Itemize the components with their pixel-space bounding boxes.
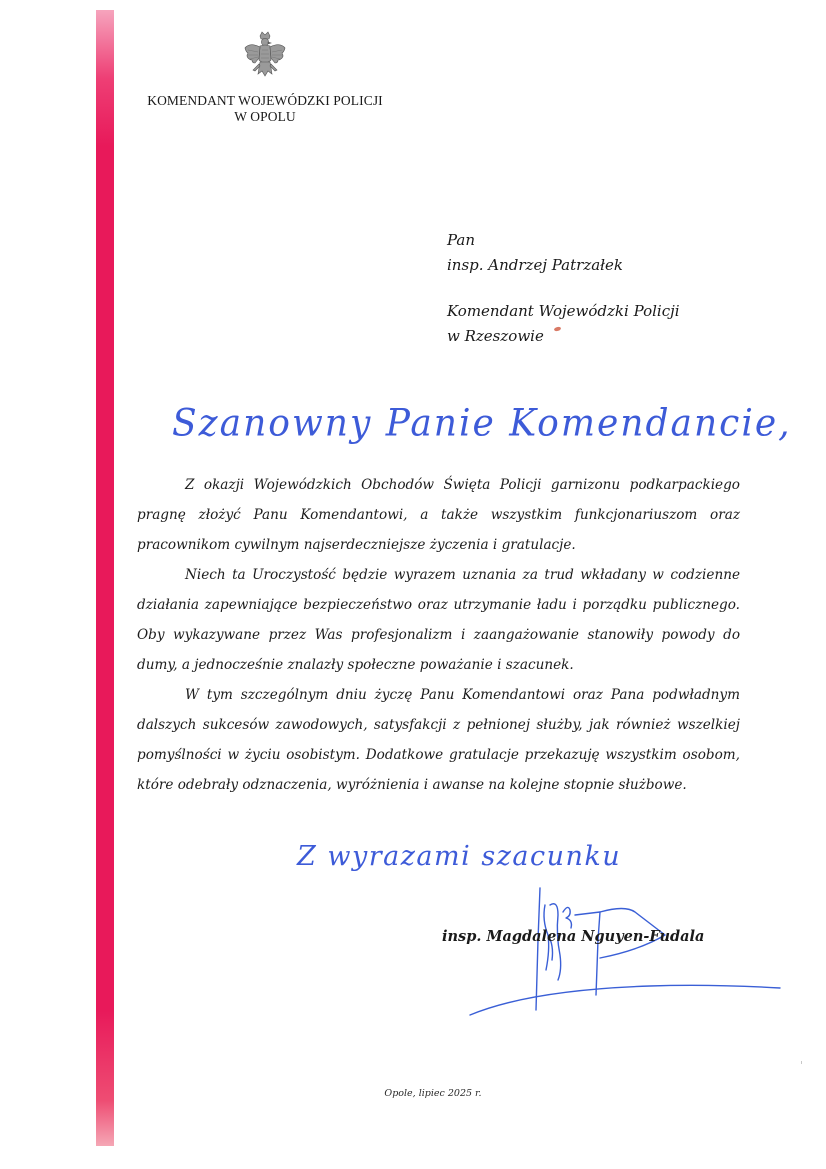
body-paragraph: Niech ta Uroczystość będzie wyrazem uznania za trud wkładany w codzienne działania zapewniające bezpieczeństwo oraz utrzymanie ładu i porządku publicznego. Oby wykazywane przez Was profesjonalizm i zaangażowanie stanowiły powody do dumy, a jednocześnie znalazły społeczne poważanie i szacunek. bbox=[137, 567, 740, 673]
organization-name: KOMENDANT WOJEWÓDZKI POLICJI bbox=[147, 93, 383, 108]
place-and-date: Opole, lipiec 2025 r. bbox=[384, 1088, 482, 1099]
body-paragraph: Z okazji Wojewódzkich Obchodów Święta Policji garnizonu podkarpackiego pragnę złożyć Panu Komendantowi, a także wszystkim funkcjonariuszom oraz pracownikom cywilnym najserdeczniejsze życzenia i gratulacje. bbox=[137, 477, 740, 553]
organization-location: W OPOLU bbox=[234, 109, 296, 124]
recipient-location: w Rzeszowie bbox=[447, 327, 544, 345]
recipient-title: Komendant Wojewódzki Policji bbox=[447, 302, 680, 320]
recipient-name: insp. Andrzej Patrzałek bbox=[447, 256, 623, 274]
letterhead bbox=[140, 30, 390, 125]
handwritten-greeting: Szanowny Panie Komendancie, bbox=[172, 401, 792, 446]
recipient-address bbox=[447, 228, 680, 349]
recipient-salutation: Pan bbox=[447, 231, 476, 249]
scan-speck bbox=[801, 1061, 802, 1064]
handwritten-closing: Z wyrazami szacunku bbox=[297, 841, 622, 872]
letter-body bbox=[137, 470, 740, 800]
signer-name: insp. Magdalena Nguyen-Fudala bbox=[442, 928, 705, 945]
body-paragraph: W tym szczególnym dniu życzę Panu Komendantowi oraz Pana podwładnym dalszych sukcesów zawodowych, satysfakcji z pełnionej służby, jak również wszelkiej pomyślności w życiu osobistym. Dodatkowe gratulacje przekazuję wszystkim osobom, które odebrały odznaczenia, wyróżnienia i awanse na kolejne stopnie służbowe. bbox=[137, 687, 740, 793]
polish-eagle-emblem-icon bbox=[242, 30, 288, 88]
red-margin-stripe bbox=[96, 10, 114, 1146]
handwritten-signature-icon bbox=[450, 880, 790, 1015]
